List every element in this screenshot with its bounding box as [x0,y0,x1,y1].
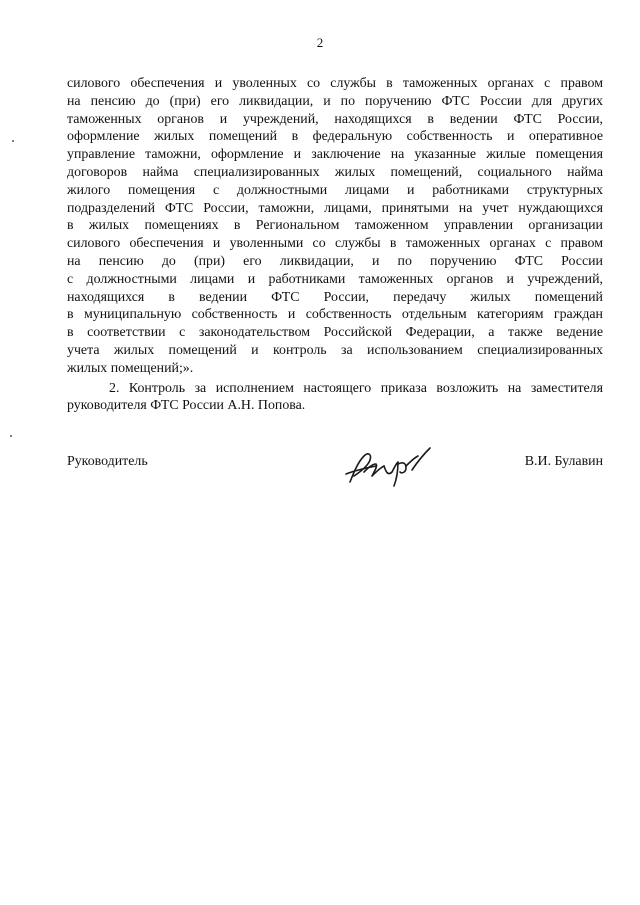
paragraph-2-line: 2. Контроль за исполнением настоящего приказа возложить на заместителя [109,380,603,396]
body-line: находящихся в ведении ФТС России, передачу жилых помещений [67,289,603,305]
page-number: 2 [316,35,324,50]
body-line: силового обеспечения и уволенных со службы в таможенных органах с правом [67,76,603,91]
body-line: договоров найма специализированных жилых помещений, социального найма [67,164,603,180]
body-line: в соответствии с законодательством Российской Федерации, а также ведение [67,325,603,341]
body-line: оформление жилых помещений в федеральную собственность и оперативное [67,129,603,145]
scan-speck [12,140,14,142]
signature-block [67,442,603,502]
body-line: на пенсию до (при) его ликвидации, и по поручению ФТС России [67,253,603,269]
body-line: жилых помещений;». [67,360,194,376]
body-line: в муниципальную собственность и собственность отдельным категориям граждан [67,307,603,323]
body-line: управление таможни, оформление и заключение на указанные жилые помещения [67,147,603,163]
body-line: таможенных органов и учреждений, находящихся в ведении ФТС России, [67,111,603,127]
document-body [67,75,603,415]
body-line: силового обеспечения и уволенными со службы в таможенных органах с правом [67,236,603,252]
body-line: подразделений ФТС России, таможни, лицами, принятыми на учет нуждающихся [67,200,603,216]
body-line: с должностными лицами и работниками таможенных органов и учреждений, [67,271,603,287]
body-line: жилого помещения с должностными лицами и работниками структурных [67,182,603,198]
body-line: на пенсию до (при) его ликвидации, и по поручению ФТС России для других [67,93,603,109]
signatory-title: Руководитель [67,454,148,469]
signatory-name: В.И. Булавин [524,454,603,469]
body-line: учета жилых помещений и контроль за использованием специализированных [67,342,603,358]
handwritten-signature [342,442,437,492]
scan-speck [10,435,12,437]
paragraph-2-line: руководителя ФТС России А.Н. Попова. [67,398,306,414]
body-line: в жилых помещениях в Региональном таможенном управлении организации [67,218,603,234]
